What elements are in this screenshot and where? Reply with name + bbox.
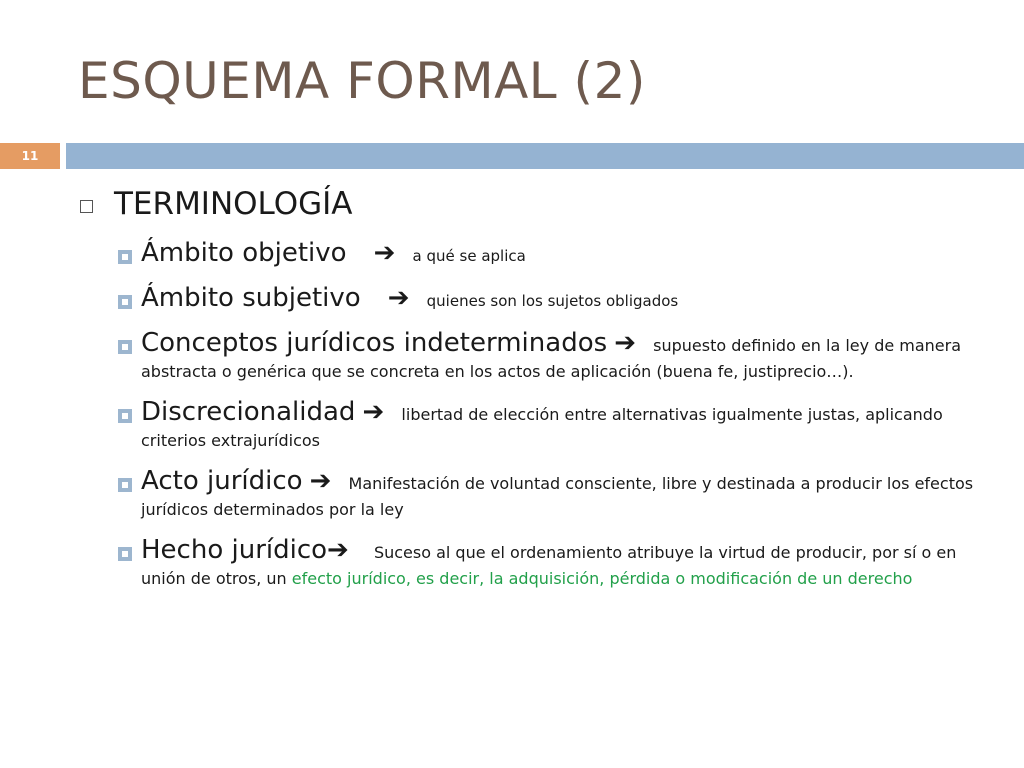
term: Discrecionalidad	[141, 397, 356, 427]
title-rule-bar	[66, 143, 1024, 169]
definition: supuesto definido en la ley de manera abstracta o genérica que se concreta en los actos de aplicación (buena fe, justiprecio…).	[141, 336, 962, 381]
list-item	[118, 326, 998, 384]
section-heading: TERMINOLOGÍA	[114, 186, 353, 222]
right-arrow-icon: ➔	[362, 397, 385, 427]
list-item	[118, 395, 998, 453]
term: Ámbito subjetivo	[141, 283, 361, 313]
definition: libertad de elección entre alternativas igualmente justas, aplicando criterios extrajurídicos	[141, 405, 943, 450]
definition: Suceso al que el ordenamiento atribuye la virtud de producir, por sí o en unión de otros, un	[141, 543, 957, 588]
framed-square-icon	[118, 250, 132, 264]
term: Ámbito objetivo	[141, 238, 347, 268]
right-arrow-icon: ➔	[327, 535, 349, 565]
slide-title: ESQUEMA FORMAL (2)	[78, 52, 646, 110]
list-item	[118, 236, 998, 270]
framed-square-icon	[118, 340, 132, 354]
term: Conceptos jurídicos indeterminados	[141, 328, 608, 358]
hollow-square-icon	[80, 200, 93, 213]
definition: a qué se aplica	[412, 247, 526, 265]
term: Acto jurídico	[141, 466, 303, 496]
right-arrow-icon: ➔	[614, 328, 637, 358]
term: Hecho jurídico	[141, 535, 328, 565]
terminology-list	[118, 236, 998, 602]
framed-square-icon	[118, 547, 132, 561]
list-item	[118, 281, 998, 315]
right-arrow-icon: ➔	[309, 466, 332, 496]
list-item	[118, 464, 998, 522]
right-arrow-icon: ➔	[373, 238, 396, 268]
list-item	[118, 533, 998, 591]
framed-square-icon	[118, 478, 132, 492]
framed-square-icon	[118, 295, 132, 309]
heading-row	[80, 186, 352, 222]
definition: quienes son los sujetos obligados	[426, 292, 679, 310]
definition: Manifestación de voluntad consciente, libre y destinada a producir los efectos jurídicos determinados por la ley	[141, 474, 974, 519]
definition-highlight: efecto jurídico, es decir, la adquisición, pérdida o modificación de un derecho	[291, 569, 913, 588]
slide-number: 11	[0, 143, 60, 169]
right-arrow-icon: ➔	[387, 283, 410, 313]
framed-square-icon	[118, 409, 132, 423]
